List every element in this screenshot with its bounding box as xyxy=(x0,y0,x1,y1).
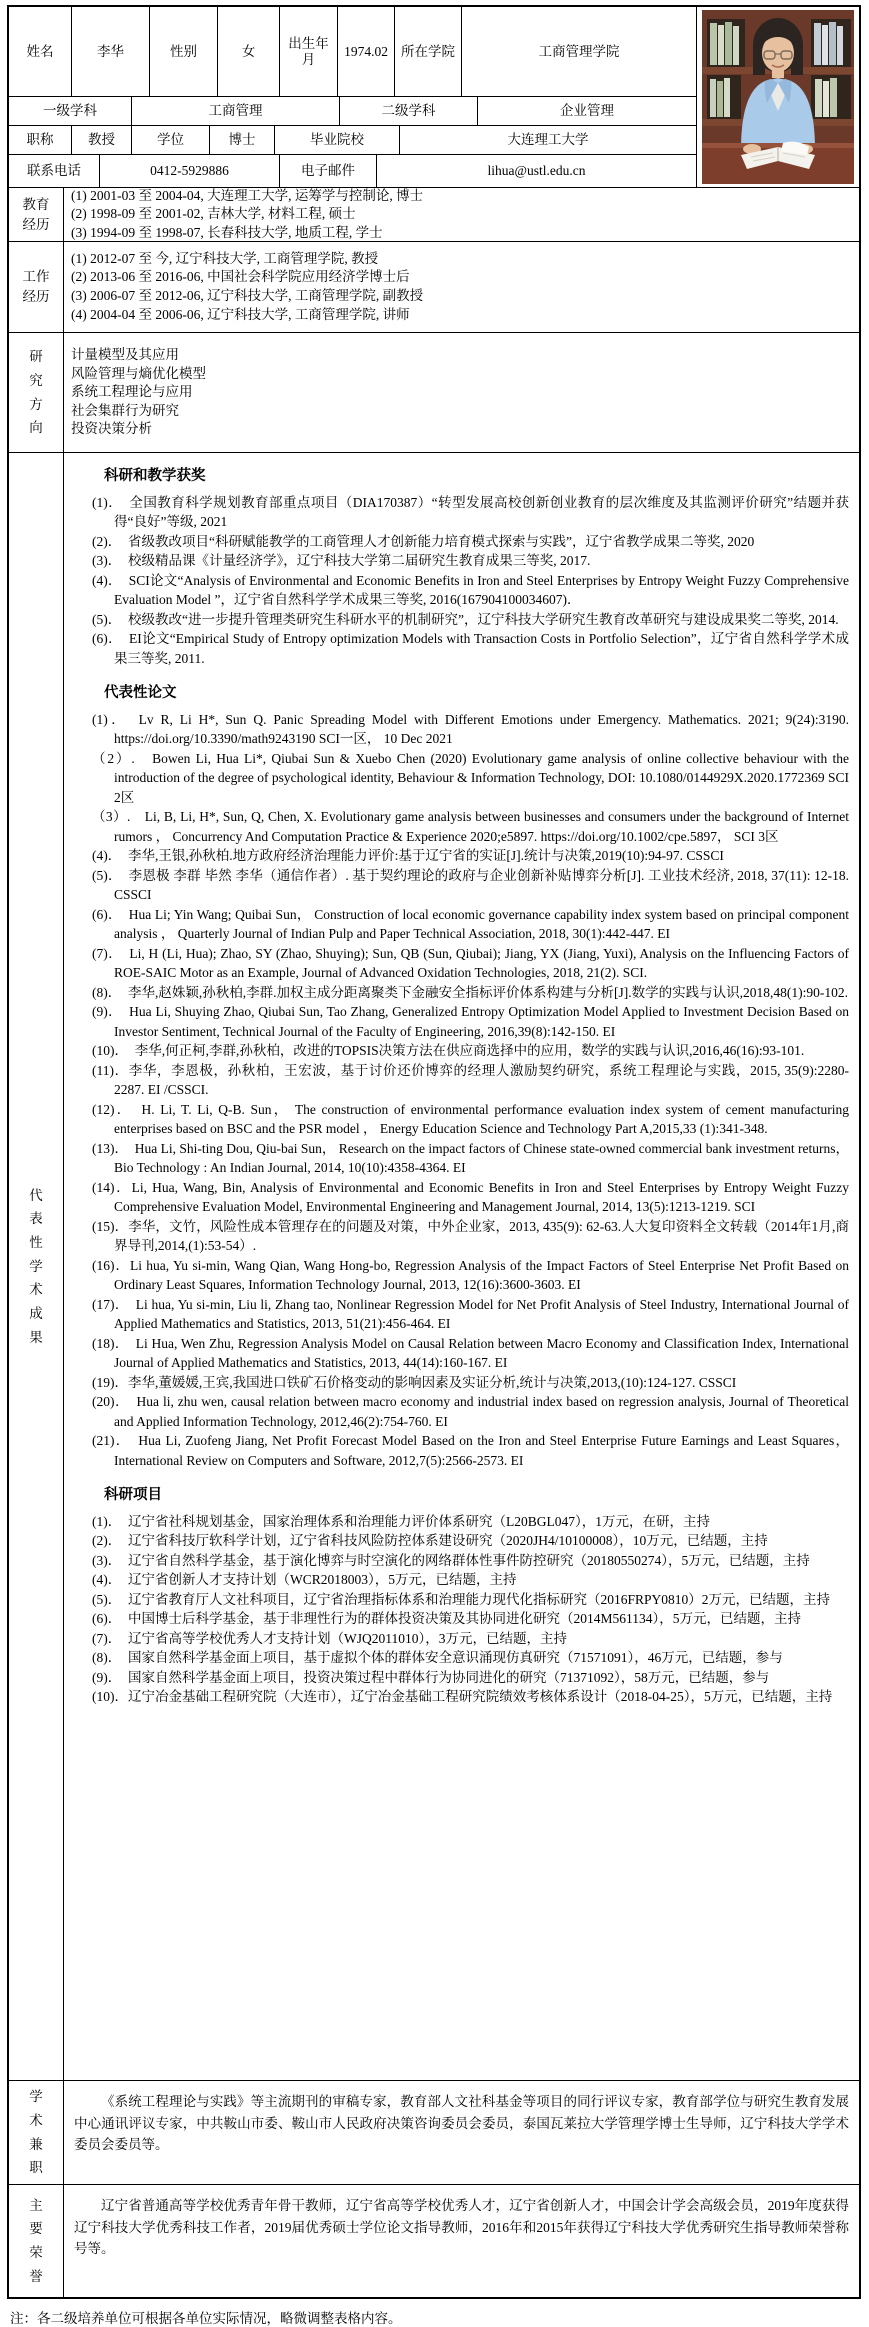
title-label: 职称 xyxy=(26,132,54,147)
work-item: (2) 2013-06 至 2016-06, 中国社会科学院应用经济学博士后 xyxy=(71,269,410,285)
project-item: (2)． 辽宁省科技厅软科学计划，辽宁省科技风险防控体系建设研究（2020JH4/10100008），10万元，已结题，主持 xyxy=(92,1533,768,1548)
photo-cell xyxy=(696,7,859,187)
research-item: 风险管理与熵优化模型 xyxy=(71,365,206,381)
posts-label: 学术兼职 xyxy=(9,2081,64,2184)
award-item: (6)． EI论文“Empirical Study of Entropy optimization Models with Transaction Costs in Portfolio Selection”，辽宁省自然科学学术成果三等奖, 2011. xyxy=(92,631,849,666)
achievements-row xyxy=(9,453,859,2081)
email-label: 电子邮件 xyxy=(279,155,376,187)
alma-mater-value: 大连理工大学 xyxy=(399,126,696,154)
research-label: 研究方向 xyxy=(9,333,64,452)
paper-item: (17)． Li hua, Yu si-min, Liu li, Zhang tao, Nonlinear Regression Model for Net Profit Analysis of Steel Industry, International Journal of Applied Mathematics and Statistics, 2013, 51(21):456-464. EI xyxy=(92,1296,849,1331)
phone-label: 联系电话 xyxy=(27,163,81,178)
birth-label: 出生年月 xyxy=(279,7,337,96)
header-row-2 xyxy=(9,97,696,126)
research-item: 社会集群行为研究 xyxy=(71,402,179,418)
award-item: (1)． 全国教育科学规划教育部重点项目（DIA170387）“转型发展高校创新创业教育的层次维度及其监测评价研究”结题并获得“良好”等级, 2021 xyxy=(92,494,849,529)
honors-row xyxy=(9,2185,859,2297)
paper-item: （3）. Li, B, Li, H*, Sun, Q, Chen, X. Evolutionary game analysis between businesses and consumers under the background of Internet rumors ， Concurrency And Computation Practice & Experience 2020;e5897. https://doi.org/10.1002/cpe.5897， SCI 3区 xyxy=(92,809,849,844)
education-label: 教育经历 xyxy=(9,188,64,241)
awards-section-title: 科研和教学获奖 xyxy=(104,468,206,484)
alma-mater-label: 毕业院校 xyxy=(274,126,399,154)
discipline2-label: 二级学科 xyxy=(339,97,477,125)
header-fields xyxy=(9,7,696,187)
award-item: (5)． 校级教改“进一步提升管理类研究生科研水平的机制研究”，辽宁科技大学研究生教育改革研究与建设成果奖二等奖, 2014. xyxy=(92,611,839,627)
email-value: lihua@ustl.edu.cn xyxy=(376,155,696,187)
paper-item: (14)．Li, Hua, Wang, Bin, Analysis of Environmental and Economic Benefits in Iron and Steel Enterprises by Entropy Weight Fuzzy Comprehensive Evaluation Model, Environmental Engineering and Management Journal, 2014, 13(5):1213-1219. SCI xyxy=(92,1179,849,1214)
degree-value: 博士 xyxy=(209,126,274,154)
honors-text: 辽宁省普通高等学校优秀青年骨干教师，辽宁省高等学校优秀人才，辽宁省创新人才，中国会计学会高级会员，2019年度获得辽宁科技大学优秀科技工作者，2019届优秀硕士学位论文指导教师，2016年和2015年获得辽宁科技大学优秀研究生指导教师荣誉称号等。 xyxy=(74,2198,849,2256)
projects-section-title: 科研项目 xyxy=(104,1487,162,1503)
paper-item: （2）. Bowen Li, Hua Li*, Qiubai Sun & Xuebo Chen (2020) Evolutionary game analysis of online collective behaviour with the introduction of the degree of psychological identity, Behaviour & Information Technology, DOI: 10.1080/0144929X.2020.1772369 SCI 2区 xyxy=(92,750,849,805)
research-item: 计量模型及其应用 xyxy=(71,347,179,363)
education-item: (2) 1998-09 至 2001-02, 吉林大学, 材料工程, 硕士 xyxy=(71,206,356,222)
papers-section-title: 代表性论文 xyxy=(104,685,177,701)
research-content xyxy=(64,333,859,452)
phone-value: 0412-5929886 xyxy=(99,155,279,187)
project-item: (4)． 辽宁省创新人才支持计划（WCR2018003），5万元，已结题，主持 xyxy=(92,1572,517,1587)
portrait-photo xyxy=(697,7,859,187)
award-item: (4)． SCI论文“Analysis of Environmental and Economic Benefits in Iron and Steel Enterprises by Entropy Weight Fuzzy Comprehensive Evaluation Model ”，辽宁省自然科学学术成果三等奖, 2016(167904100034607)． xyxy=(92,572,849,607)
paper-item: (15)．李华，文竹，风险性成本管理存在的问题及对策，中外企业家，2013, 435(9): 62-63.人大复印资料全文转载（2014年1月,商界导刊,2014,(1):53-54）. xyxy=(92,1218,849,1253)
paper-item: (20)． Hua li, zhu wen, causal relation between macro economy and industrial index based on regression analysis, Journal of Theoretical and Applied Information Technology, 2012,46(2):754-760. EI xyxy=(92,1394,849,1429)
cv-page xyxy=(7,5,861,2327)
paper-item: (4)． 李华,王银,孙秋柏.地方政府经济治理能力评价:基于辽宁省的实证[J].统计与决策,2019(10):94-97. CSSCI xyxy=(92,848,724,863)
discipline1-value: 工商管理 xyxy=(131,97,339,125)
award-item: (3)． 校级精品课《计量经济学》，辽宁科技大学第二届研究生教育成果三等奖, 2017. xyxy=(92,553,591,568)
paper-item: (21)． Hua Li, Zuofeng Jiang, Net Profit Forecast Model Based on the Iron and Steel Enterprise Future Earnings and Least Squares， International Review on Computers and Software, 2012,7(5):2566-2573. EI xyxy=(92,1433,849,1468)
name-label: 姓名 xyxy=(26,43,54,59)
work-item: (1) 2012-07 至 今, 辽宁科技大学, 工商管理学院, 教授 xyxy=(71,250,379,266)
project-item: (1)． 辽宁省社科规划基金，国家治理体系和治理能力评价体系研究（L20BGL047），1万元，在研，主持 xyxy=(92,1513,710,1529)
paper-item: (13)． Hua Li, Shi-ting Dou, Qiu-bai Sun， Research on the impact factors of Chinese state-owned commercial bank investment returns， Bio Technology : An Indian Journal, 2014, 10(10):4358-4364. EI xyxy=(92,1140,849,1175)
projects-list xyxy=(78,1512,849,1707)
paper-item: (7)． Li, H (Li, Hua); Zhao, SY (Zhao, Shuying); Sun, QB (Sun, Qiubai); Jiang, YX (Jiang, Yuxi), Analysis on the Influencing Factors of ROE-SAIC Motor as an Example, Journal of Advanced Oxidation Technologies, 2018, 21(2). SCI. xyxy=(92,945,849,980)
college-value: 工商管理学院 xyxy=(461,7,696,96)
education-row xyxy=(9,188,859,242)
achievements-label: 代表性学术成果 xyxy=(9,453,64,2080)
work-item: (3) 2006-07 至 2012-06, 辽宁科技大学, 工商管理学院, 副教授 xyxy=(71,288,424,303)
paper-item: (10)． 李华,何正柯,李群,孙秋柏，改进的TOPSIS决策方法在供应商选择中的应用，数学的实践与认识,2016,46(16):93-101. xyxy=(92,1043,805,1058)
paper-item: (1)． Lv R, Li H*, Sun Q. Panic Spreading Model with Different Emotions under Emergency. Mathematics. 2021; 9(24):3190. https://doi.org/10.3390/math9243190 SCI一区， 10 Dec 2021 xyxy=(92,711,849,746)
cv-table xyxy=(7,5,861,2299)
paper-item: (19)．李华,董媛媛,王宾,我国进口铁矿石价格变动的影响因素及实证分析,统计与决策,2013,(10):124-127. CSSCI xyxy=(92,1374,737,1390)
education-item: (3) 1994-09 至 1998-07, 长春科技大学, 地质工程, 学士 xyxy=(71,224,383,240)
work-content xyxy=(64,242,859,332)
title-value: 教授 xyxy=(71,126,131,154)
paper-item: (5)． 李恩极 李群 毕然 李华（通信作者）. 基于契约理论的政府与企业创新补贴博弈分析[J]. 工业技术经济, 2018, 37(11): 12-18. CSSCI xyxy=(92,867,849,902)
footnote: 注：各二级培养单位可根据各单位实际情况，略微调整表格内容。 xyxy=(10,2311,402,2326)
honors-label: 主要荣誉 xyxy=(9,2185,64,2297)
name-value: 李华 xyxy=(71,7,149,96)
papers-list xyxy=(78,710,849,1471)
education-item: (1) 2001-03 至 2004-04, 大连理工大学, 运筹学与控制论, 博士 xyxy=(71,188,424,203)
education-content xyxy=(64,188,859,241)
project-item: (5)． 辽宁省教育厅人文社科项目，辽宁省治理指标体系和治理能力现代化指标研究（2016FRPY0810）2万元，已结题，主持 xyxy=(92,1591,831,1607)
paper-item: (12)． H. Li, T. Li, Q-B. Sun， The construction of environmental performance evaluation index system of cement manufacturing enterprises based on BSC and the PSR model ， Energy Education Science and Technology Part A,2015,33 (1):341-348. xyxy=(92,1101,849,1136)
posts-content xyxy=(64,2081,859,2184)
degree-label: 学位 xyxy=(131,126,209,154)
header-row-4 xyxy=(9,155,696,187)
paper-item: (8)． 李华,赵姝颖,孙秋柏,李群.加权主成分距离聚类下金融安全指标评价体系构建与分析[J].数学的实践与认识,2018,48(1):90-102. xyxy=(92,984,848,1000)
research-item: 投资决策分析 xyxy=(71,421,152,437)
awards-list xyxy=(78,493,849,669)
birth-value: 1974.02 xyxy=(337,7,394,96)
project-item: (8)． 国家自然科学基金面上项目，基于虚拟个体的群体安全意识涌现仿真研究（71571091），46万元，已结题，参与 xyxy=(92,1650,783,1665)
award-item: (2)． 省级教改项目“科研赋能教学的工商管理人才创新能力培育模式探索与实践”，辽宁省教学成果二等奖, 2020 xyxy=(92,533,755,549)
project-item: (7)． 辽宁省高等学校优秀人才支持计划（WJQ2011010），3万元，已结题，主持 xyxy=(92,1630,567,1646)
header-row-3 xyxy=(9,126,696,155)
research-item: 系统工程理论与应用 xyxy=(71,384,193,400)
discipline1-label: 一级学科 xyxy=(43,103,97,118)
project-item: (9)． 国家自然科学基金面上项目，投资决策过程中群体行为协同进化的研究（71371092），58万元，已结题，参与 xyxy=(92,1669,770,1685)
posts-row xyxy=(9,2081,859,2185)
gender-value: 女 xyxy=(217,7,279,96)
work-label: 工作经历 xyxy=(9,242,64,332)
project-item: (3)． 辽宁省自然科学基金，基于演化博弈与时空演化的网络群体性事件防控研究（20180550274），5万元，已结题，主持 xyxy=(92,1552,810,1568)
paper-item: (6)． Hua Li; Yin Wang; Quibai Sun， Construction of local economic governance capability index system based on principal component analysis ， Quarterly Journal of Indian Pulp and Paper Technical Association, 2018, 30(1):442-447. EI xyxy=(92,906,849,941)
honors-content xyxy=(64,2185,859,2297)
college-label: 所在学院 xyxy=(394,7,461,96)
paper-item: (16)．Li hua, Yu si-min, Wang Qian, Wang Hong-bo, Regression Analysis of the Impact Factors of Steel Enterprise Net Profit Based on Ordinary Least Squares, Information Technology Journal, 2013, 12(16):3600-3603. EI xyxy=(92,1257,849,1292)
posts-text: 《系统工程理论与实践》等主流期刊的审稿专家，教育部人文社科基金等项目的同行评议专家，教育部学位与研究生教育发展中心通讯评议专家，中共鞍山市委、鞍山市人民政府决策咨询委员会委员，泰国瓦莱拉大学管理学博士生导师，辽宁科技大学学术委员会委员等。 xyxy=(74,2094,849,2152)
achievements-content xyxy=(64,453,859,2080)
discipline2-value: 企业管理 xyxy=(477,97,696,125)
gender-label: 性别 xyxy=(149,7,217,96)
project-item: (6)． 中国博士后科学基金，基于非理性行为的群体投资决策及其协同进化研究（2014M561134），5万元，已结题，主持 xyxy=(92,1611,801,1626)
header-block xyxy=(9,7,859,188)
work-row xyxy=(9,242,859,333)
research-row xyxy=(9,333,859,453)
header-row-1 xyxy=(9,7,696,97)
project-item: (10)．辽宁冶金基础工程研究院（大连市），辽宁冶金基础工程研究院绩效考核体系设计（2018-04-25），5万元，已结题，主持 xyxy=(92,1689,833,1704)
paper-item: (9)． Hua Li, Shuying Zhao, Qiubai Sun, Tao Zhang, Generalized Entropy Optimization Model Applied to Investment Decision Based on Investor Sentiment, Technical Journal of the Faculty of Engineering, 2016,39(8):142-150. EI xyxy=(92,1004,849,1039)
work-item: (4) 2004-04 至 2006-06, 辽宁科技大学, 工商管理学院, 讲师 xyxy=(71,306,410,322)
paper-item: (11)．李华，李恩极，孙秋柏，王宏波，基于讨价还价博弈的经理人激励契约研究，系统工程理论与实践，2015, 35(9):2280-2287. EI /CSSCI. xyxy=(92,1062,849,1097)
paper-item: (18)． Li Hua, Wen Zhu, Regression Analysis Model on Causal Relation between Macro Economy and Classification Index, International Journal of Applied Mathematics and Statistics, 2013, 44(14):160-167. EI xyxy=(92,1335,849,1370)
